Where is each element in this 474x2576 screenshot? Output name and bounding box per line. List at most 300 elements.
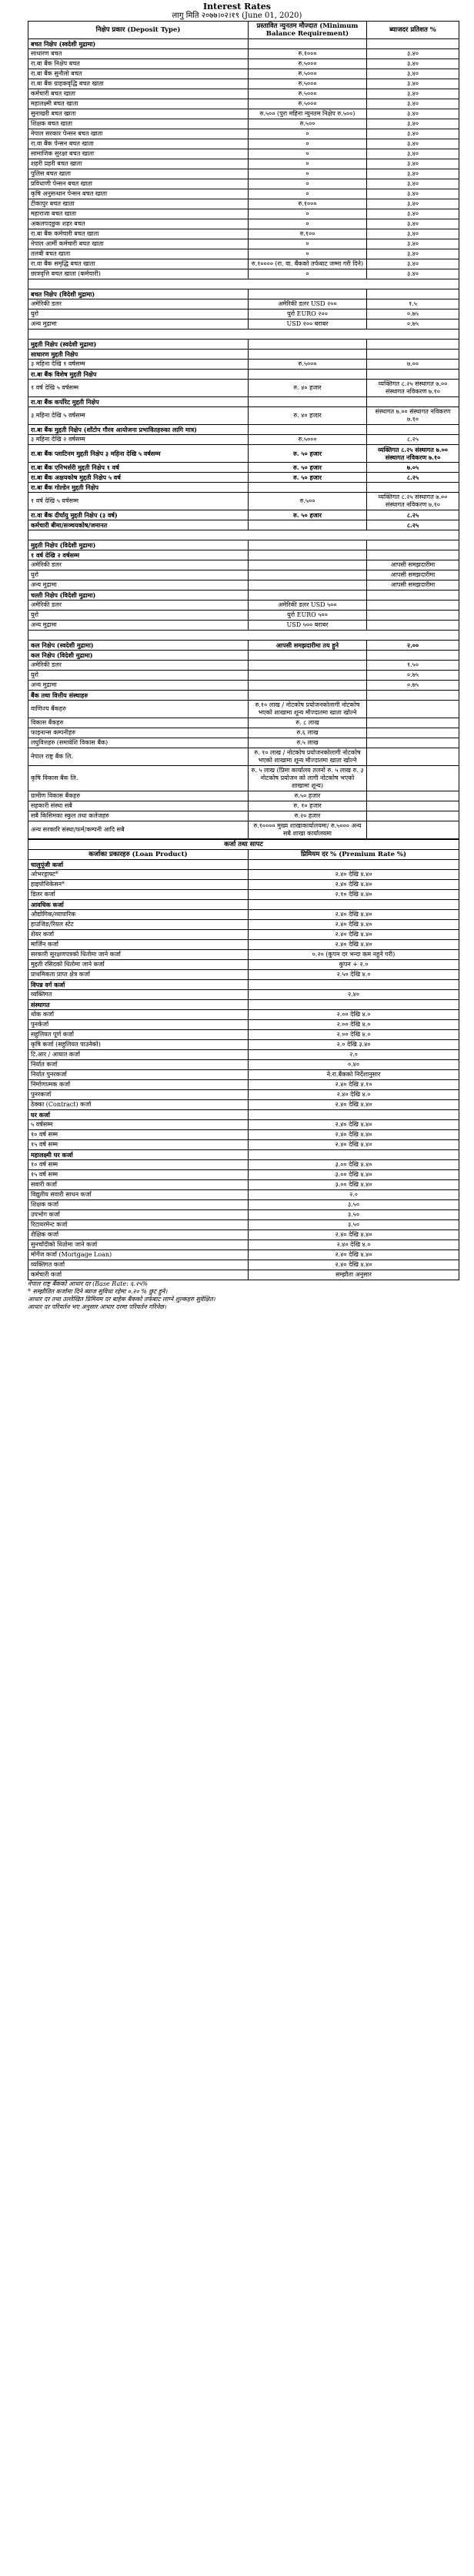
deposit-row [28,269,459,279]
minimum-balance-cell [249,39,367,49]
interest-rate-cell [367,370,459,380]
deposit-type-cell: सहकारी संस्था सबै [28,801,249,811]
minimum-balance-cell: रु.५००० [249,69,367,79]
premium-rate-cell: २.० [249,1190,459,1200]
deposit-row [28,380,459,397]
deposit-type-cell: ३ महिना देखि ५ वर्षसम्म [28,407,249,425]
deposit-row [28,49,459,59]
premium-rate-cell [249,900,459,910]
deposit-type-cell: कृषि विकास बैंक लि. [28,766,249,791]
premium-rate-cell [249,1110,459,1120]
minimum-balance-cell [249,520,367,530]
minimum-balance-cell: रु.१०००० (रा. वा. बैंकको तर्फबाट जम्मा गरी दिने) [249,259,367,269]
interest-rate-cell [367,483,459,493]
premium-rate-cell: २.१० देखि ४.४० [249,890,459,900]
loan-product-cell: कर्मचारी कर्जा [28,1270,249,1280]
premium-rate-cell: ३.०० देखि ४.४० [249,1180,459,1190]
loan-section-row [28,900,459,910]
loan-product-cell: व्यक्तिगत कर्जा [28,1260,249,1270]
interest-rate-cell [367,540,459,550]
deposit-section-row [28,425,459,435]
deposit-row [28,738,459,748]
interest-rate-cell: ३.४० [367,129,459,139]
loan-row [28,930,459,940]
loan-product-cell: शिक्षक कर्जा [28,1200,249,1210]
deposit-row [28,728,459,738]
loan-product-cell: सवारी कर्जा [28,1180,249,1190]
loan-row [28,1240,459,1250]
loan-row [28,1200,459,1210]
minimum-balance-cell [249,570,367,580]
interest-rate-cell [367,39,459,49]
premium-rate-cell: २.५० देखि ४.० [249,970,459,980]
loan-row [28,1090,459,1100]
interest-rate-cell: ०.७५ [367,681,459,691]
minimum-balance-cell: रु. ५० हजार [249,510,367,520]
deposit-row [28,621,459,631]
interest-rate-cell [367,701,459,718]
premium-rate-cell: ३.०० देखि ४.४० [249,1170,459,1180]
loan-product-cell: १० वर्ष सम्म [28,1130,249,1140]
minimum-balance-cell: रु. ५० हजार [249,445,367,463]
premium-rate-cell [249,980,459,990]
loan-section-title: कर्जा तथा सापट [28,840,459,850]
interest-rate-cell [367,651,459,661]
deposit-row [28,139,459,149]
loan-row [28,1250,459,1260]
loan-product-cell: पुनरकर्जा [28,1090,249,1100]
spacer-cell [28,330,459,340]
minimum-balance-cell: रु. ८ लाख [249,718,367,728]
deposit-row [28,199,459,209]
loan-section-row [28,980,459,990]
loan-product-cell: ठेक्का (Contract) कर्जा [28,1100,249,1110]
loan-header-row [28,850,459,860]
loan-row [28,940,459,950]
deposit-type-cell: अमेरिकी डलर [28,601,249,611]
loan-product-cell: औद्योगिक/व्यापारिक [28,910,249,920]
deposit-type-cell: तलबी बचत खाता [28,249,249,259]
deposit-type-cell: फाइनान्स कम्पनीहरु [28,728,249,738]
deposit-row [28,119,459,129]
deposit-type-cell: साधारण बचत [28,49,249,59]
interest-rate-cell [367,397,459,407]
premium-rate-cell: २.४० देखि ४.४० [249,1250,459,1260]
loan-row [28,1060,459,1070]
deposit-section-row [28,590,459,601]
loan-row [28,1080,459,1090]
premium-rate-cell: २.०० देखि ४.० [249,1010,459,1020]
deposit-type-cell: अन्य मुद्रामा [28,319,249,330]
deposit-type-cell: रा.बा बैंक सुनौलो बचत [28,69,249,79]
deposit-type-cell: अन्य मुद्रामा [28,621,249,631]
loan-product-cell: मोर्गेज कर्जा (Mortgage Loan) [28,1250,249,1260]
minimum-balance-cell: रु.१००० [249,49,367,59]
loan-row [28,870,459,880]
deposit-section-row [28,540,459,550]
deposit-section-row [28,463,459,473]
minimum-balance-cell: रु.५००० [249,79,367,89]
minimum-balance-cell: ० [249,169,367,179]
premium-rate-cell: सम्झौता अनुसार [249,1270,459,1280]
deposit-section-row [28,473,459,483]
minimum-balance-cell: रु. ५० हजार [249,473,367,483]
deposit-row [28,299,459,309]
deposit-row [28,493,459,510]
deposit-type-cell: अन्य मुद्रामा [28,681,249,691]
deposit-type-cell: शिक्षक बचत खाता [28,119,249,129]
minimum-balance-cell: रु. ५ लाख (प्रिमा कार्यालय तलनो रु. ५ लाख रु. ३ नोटकोष प्रयोजन को लागी नोटकोष भएको शाखामा शून्य) [249,766,367,791]
loan-product-cell: रिटायरमेन्ट कर्जा [28,1220,249,1230]
deposit-row [28,570,459,580]
effective-date: लागु मिति २०७७।०२।१९ (June 01, 2020) [172,12,302,20]
loan-row [28,890,459,900]
loan-row [28,1180,459,1190]
loan-row [28,1220,459,1230]
loan-product-cell: सहुलियत पूर्ण कर्जा [28,1030,249,1040]
loan-product-cell: हाइपोथिकेसन* [28,880,249,890]
interest-rate-page [6,0,468,1311]
deposit-type-cell: रा.वा बैंक कर्पोरेट मुद्दती निक्षेप [28,397,249,407]
deposit-type-cell: पुलिस बचत खाता [28,169,249,179]
deposit-table [28,21,459,839]
deposit-type-cell: चल्ती निक्षेप (विदेशी मुद्रामा) [28,590,249,601]
deposit-section-row [28,397,459,407]
interest-rate-cell [367,791,459,801]
interest-rate-cell: ३.४० [367,149,459,159]
deposit-type-cell: रा.वा बैंक दीर्घायु मुद्दती निक्षेप (३ वर्ष) [28,510,249,520]
minimum-balance-cell: अमेरिकी डलर USD ५०० [249,601,367,611]
deposit-row [28,189,459,199]
loan-product-cell: पुनर्कर्जा [28,1020,249,1030]
deposit-row [28,319,459,330]
premium-rate-cell: २.४० देखि ४.४० [249,880,459,890]
deposit-type-cell: रा.बा बैंक गोल्डेन मुद्दती निक्षेप [28,483,249,493]
loan-product-cell: ओभरड्राफ्ट* [28,870,249,880]
minimum-balance-cell: रु.५००० [249,99,367,109]
loan-row [28,1170,459,1180]
premium-rate-cell: २.०० देखि ४.० [249,1030,459,1040]
loan-row [28,1070,459,1080]
deposit-type-cell: कल निक्षेप (स्वदेशी मुद्रामा) [28,641,249,651]
deposit-row [28,701,459,718]
deposit-type-cell: अन्य मुद्रामा [28,580,249,590]
deposit-section-row [28,651,459,661]
loan-product-cell: विद्युतीय सवारी साधन कर्जा [28,1190,249,1200]
minimum-balance-cell [249,651,367,661]
deposit-row [28,611,459,621]
deposit-header-row [28,22,459,39]
deposit-type-cell: ३ महिना देखि १ वर्षसम्म [28,360,249,370]
deposit-section-row [28,550,459,560]
loan-product-cell: विपन्न वर्ग कर्जा [28,980,249,990]
loan-section-row [28,1110,459,1120]
interest-rate-cell: ३.४० [367,79,459,89]
spacer-cell [28,530,459,540]
minimum-balance-cell: रु. ५० हजार [249,463,367,473]
minimum-balance-cell [249,340,367,350]
loan-row [28,880,459,890]
minimum-balance-cell: USD ५०० बराबर [249,621,367,631]
interest-rate-cell: ८.२५ [367,435,459,445]
loan-product-cell: निर्यात कर्जा [28,1060,249,1070]
premium-rate-cell: २.४० देखि ४.४० [249,870,459,880]
minimum-balance-cell: रु.५००० [249,89,367,99]
deposit-type-cell: ३ महिना देखि २ वर्षसम्म [28,435,249,445]
footnotes [6,1280,468,1311]
deposit-type-cell: रा.बा बैंक अक्षयकोष मुद्दती निक्षेप ५ वर्ष [28,473,249,483]
interest-rate-cell [367,811,459,821]
minimum-balance-cell: रु.६ लाख [249,728,367,738]
deposit-row [28,671,459,681]
interest-rate-cell [367,350,459,360]
loan-row [28,1160,459,1170]
loan-row [28,920,459,930]
loan-row [28,1190,459,1200]
deposit-type-cell: रा.बा बैंक मुद्दती निक्षेप (शाँटोप गौरव आयोजना प्रभावितहरुका लागि मात्र) [28,425,249,435]
loan-row [28,1040,459,1050]
interest-rate-cell: ३.४० [367,229,459,239]
minimum-balance-cell [249,425,367,435]
loan-row [28,990,459,1000]
interest-rate-cell [367,718,459,728]
interest-rate-cell: ३.४० [367,59,459,69]
spacer-cell [28,279,459,289]
deposit-row [28,360,459,370]
interest-rate-cell: ३.४० [367,119,459,129]
loan-row [28,950,459,960]
footnote: * सम्झौतित कर्जामा दिने ब्याज सुविधा रहेमा ०.२० % छुट हुने। [28,1288,168,1295]
deposit-type-cell: ग्रामीण विकास बैंकहरु [28,791,249,801]
interest-rate-cell: ३.४० [367,259,459,269]
deposit-type-cell: १ वर्ष देखि ५ वर्षसम्म [28,493,249,510]
premium-rate-cell: २.०० देखि ४.० [249,1020,459,1030]
deposit-row [28,309,459,319]
minimum-balance-cell [249,550,367,560]
loan-row [28,960,459,970]
loan-product-cell: महालक्ष्मी घर कर्जा [28,1150,249,1160]
deposit-row [28,249,459,259]
interest-rate-cell: ७.०५ [367,463,459,473]
deposit-row [28,407,459,425]
minimum-balance-cell: रु.१० लाख / नोटकोष प्रयोजनकोलागी नोटकोष भएको शाखामा शून्य मौज्दातमा खाता खोल्ने [249,701,367,718]
minimum-balance-header: प्रस्तावित न्युनतम मौज्दात (Minimum Balance Requirement) [249,22,367,39]
minimum-balance-cell: रु.५०० (पुरा महिना न्युनतम निक्षेप रु.५००) [249,109,367,119]
minimum-balance-cell: ० [249,209,367,219]
deposit-row [28,259,459,269]
loan-product-cell: उपभोग कर्जा [28,1210,249,1220]
deposit-section-row [28,340,459,350]
minimum-balance-cell: रु. १० लाख / नोटकोष प्रयोजनकोलागी नोटकोष भएको शाखामा शून्य मौज्दातमा खाता खोल्ने [249,748,367,766]
minimum-balance-cell: अमेरिकी डलर USD २०० [249,299,367,309]
minimum-balance-cell [249,540,367,550]
loan-product-cell: डिलर कर्जा [28,890,249,900]
minimum-balance-cell [249,671,367,681]
deposit-type-cell: अमेरिकी डलर [28,560,249,570]
deposit-section-row [28,445,459,463]
page-title: Interest Rates [203,2,271,12]
deposit-type-cell: युरो [28,570,249,580]
deposit-type-cell: युरो [28,309,249,319]
minimum-balance-cell: ० [249,249,367,259]
premium-rate-cell: २.४० [249,990,459,1000]
deposit-row [28,601,459,611]
loan-table [28,839,459,1280]
interest-rate-cell: ०.७५ [367,319,459,330]
loan-row [28,1050,459,1060]
interest-rate-cell: ०.७५ [367,671,459,681]
loan-row [28,1260,459,1270]
minimum-balance-cell [249,580,367,590]
minimum-balance-cell [249,289,367,299]
minimum-balance-cell: रु. ४० हजार [249,407,367,425]
interest-rate-cell: ७.०० [367,360,459,370]
deposit-row [28,129,459,139]
deposit-type-cell: नेपाल सरकार पेन्सन बचत खाता [28,129,249,139]
premium-rate-cell: ३.५० [249,1210,459,1220]
interest-rate-cell: ३.४० [367,179,459,189]
deposit-type-cell: अकलपदछुक शहर बचत [28,219,249,229]
loan-row [28,1270,459,1280]
deposit-row [28,681,459,691]
loan-section-row [28,840,459,850]
premium-rate-cell: २.४० देखि ४.० [249,1240,459,1250]
loan-product-cell: टि.आर / आयात कर्जा [28,1050,249,1060]
deposit-row [28,791,459,801]
interest-rate-cell: संस्थागत ७.०० संस्थागत नविकरण ७.१० [367,407,459,425]
deposit-row [28,560,459,570]
deposit-type-cell: कल निक्षेप (विदेशी मुद्रामा) [28,651,249,661]
footnote: नेपाल राष्ट्र बैंकको आधार दर (Base Rate: ६.२५% [28,1280,149,1287]
deposit-type-cell: कृषि अनुसन्धान पेन्सन बचत खाता [28,189,249,199]
interest-rate-cell [367,621,459,631]
loan-section-row [28,1000,459,1010]
interest-rate-cell: ३.४० [367,99,459,109]
minimum-balance-cell [249,370,367,380]
interest-rate-cell: ३.४० [367,249,459,259]
spacer-row [28,330,459,340]
loan-row [28,1140,459,1150]
minimum-balance-cell: आपसी समझदारीमा तय हुने [249,641,367,651]
deposit-row [28,159,459,169]
deposit-type-cell: सामाजिक सुरक्षा बचत खाता [28,149,249,159]
premium-rate-cell: २.० देखि ३.४० [249,1040,459,1050]
premium-rate-cell: २.४० देखि ४.४० [249,1100,459,1110]
premium-rate-cell: २.४० देखि ४.४० [249,930,459,940]
minimum-balance-cell [249,661,367,671]
loan-product-cell: १५ वर्ष सम्म [28,1140,249,1150]
deposit-row [28,89,459,99]
minimum-balance-cell: ० [249,139,367,149]
interest-rate-cell: १.५ [367,299,459,309]
interest-rate-cell: व्यक्तिगत ८.२५ संस्थागत ७.०० संस्थागत नविकरण ७.१० [367,380,459,397]
premium-rate-cell: ने.रा.बैंकको निर्देशानुसार [249,1070,459,1080]
minimum-balance-cell [249,350,367,360]
deposit-type-cell: नेपाल आर्मी कर्मचारी बचत खाता [28,239,249,249]
minimum-balance-cell: रु.५०० [249,493,367,510]
minimum-balance-cell: युरो EURO ५०० [249,611,367,621]
loan-product-cell: सरकारी सुरक्षणपत्रको धितोमा जाने कर्जा [28,950,249,960]
deposit-section-row [28,520,459,530]
premium-rate-cell: ०.४० [249,1060,459,1070]
minimum-balance-cell: ० [249,269,367,279]
minimum-balance-cell: रु.५००० [249,435,367,445]
interest-rate-cell [367,801,459,811]
premium-rate-cell: २.४० देखि ४.४० [249,1260,459,1270]
loan-row [28,1100,459,1110]
interest-rate-cell: ३.४० [367,89,459,99]
premium-rate-cell: ३.५० [249,1200,459,1210]
deposit-type-cell: अमेरिकी डलर [28,661,249,671]
minimum-balance-cell: रु.१०००० मुख्य शाखाकार्यालयमा/ रु.५००० अन्य सबै शाखा कार्यालयमा [249,821,367,839]
deposit-type-cell: टीकापुर बचत खाता [28,199,249,209]
premium-rate-header: प्रिमियम दर % (Premium Rate %) [249,850,459,860]
premium-rate-cell [249,860,459,870]
minimum-balance-cell [249,590,367,601]
minimum-balance-cell: ० [249,219,367,229]
minimum-balance-cell: युरो EURO २०० [249,309,367,319]
interest-rate-cell: ३.४० [367,199,459,209]
minimum-balance-cell: ० [249,239,367,249]
minimum-balance-cell: रु.५ लाख [249,738,367,748]
premium-rate-cell: २.४० देखि ४.४० [249,1140,459,1150]
deposit-type-cell: शहरी प्रहरी बचत खाता [28,159,249,169]
deposit-type-cell: कर्मचारी बचत खाता [28,89,249,99]
deposit-type-cell: युरो [28,611,249,621]
minimum-balance-cell [249,691,367,701]
interest-rate-cell: ८.२५ [367,473,459,483]
interest-rate-cell: ३.४० [367,109,459,119]
interest-rate-cell [367,728,459,738]
deposit-row [28,79,459,89]
deposit-type-cell: बैंक तथा वित्तीय संस्थाहरु [28,691,249,701]
deposit-type-cell: रा.बा बैंक प्लाटिनम मुद्दती निक्षेप ३ महिना देखि ५ वर्षसम्म [28,445,249,463]
interest-rate-cell [367,821,459,839]
deposit-type-cell: युरो [28,671,249,681]
spacer-cell [28,631,459,641]
deposit-row [28,209,459,219]
deposit-type-cell: कर्मचारी बीमा/सञ्चयकोष/जमानत [28,520,249,530]
premium-rate-cell: २.४० देखि ४.४० [249,1230,459,1240]
minimum-balance-cell: रु.५०० [249,119,367,129]
deposit-row [28,169,459,179]
deposit-row [28,239,459,249]
deposit-type-cell: नेपाल राष्ट्र बैंक लि. [28,748,249,766]
deposit-row [28,99,459,109]
deposit-type-cell: महाराजा बचत खाता [28,209,249,219]
loan-product-cell: मुद्दती रसिदको धितोमा जाने कर्जा [28,960,249,970]
deposit-type-cell: बचत निक्षेप (स्वदेशी मुद्रामा) [28,39,249,49]
deposit-row [28,149,459,159]
deposit-row [28,718,459,728]
minimum-balance-cell: रु.५० हजार [249,791,367,801]
loan-product-header: कर्जाका प्रकारहरु (Loan Product) [28,850,249,860]
deposit-type-cell: साधारण मुद्दती निक्षेप [28,350,249,360]
interest-rate-cell: ३.४० [367,219,459,229]
loan-product-cell: १० वर्ष सम्म [28,1160,249,1170]
interest-rate-cell [367,550,459,560]
deposit-type-cell: महालक्ष्मी बचत खाता [28,99,249,109]
minimum-balance-cell: रु.२० हजार [249,811,367,821]
interest-rate-cell: ३.४० [367,139,459,149]
deposit-row [28,179,459,189]
interest-rate-cell: ३.४० [367,239,459,249]
deposit-section-row [28,641,459,651]
footnote: आधार दर तथा उल्लेखित प्रिमियम दर बाहेक बैंकको तर्फबाट लाग्ने शुल्कहरु सुवेक्षित। [28,1296,215,1303]
premium-rate-cell [249,1000,459,1010]
deposit-type-cell: वाणिज्य बैंकहरु [28,701,249,718]
loan-section-row [28,1150,459,1160]
